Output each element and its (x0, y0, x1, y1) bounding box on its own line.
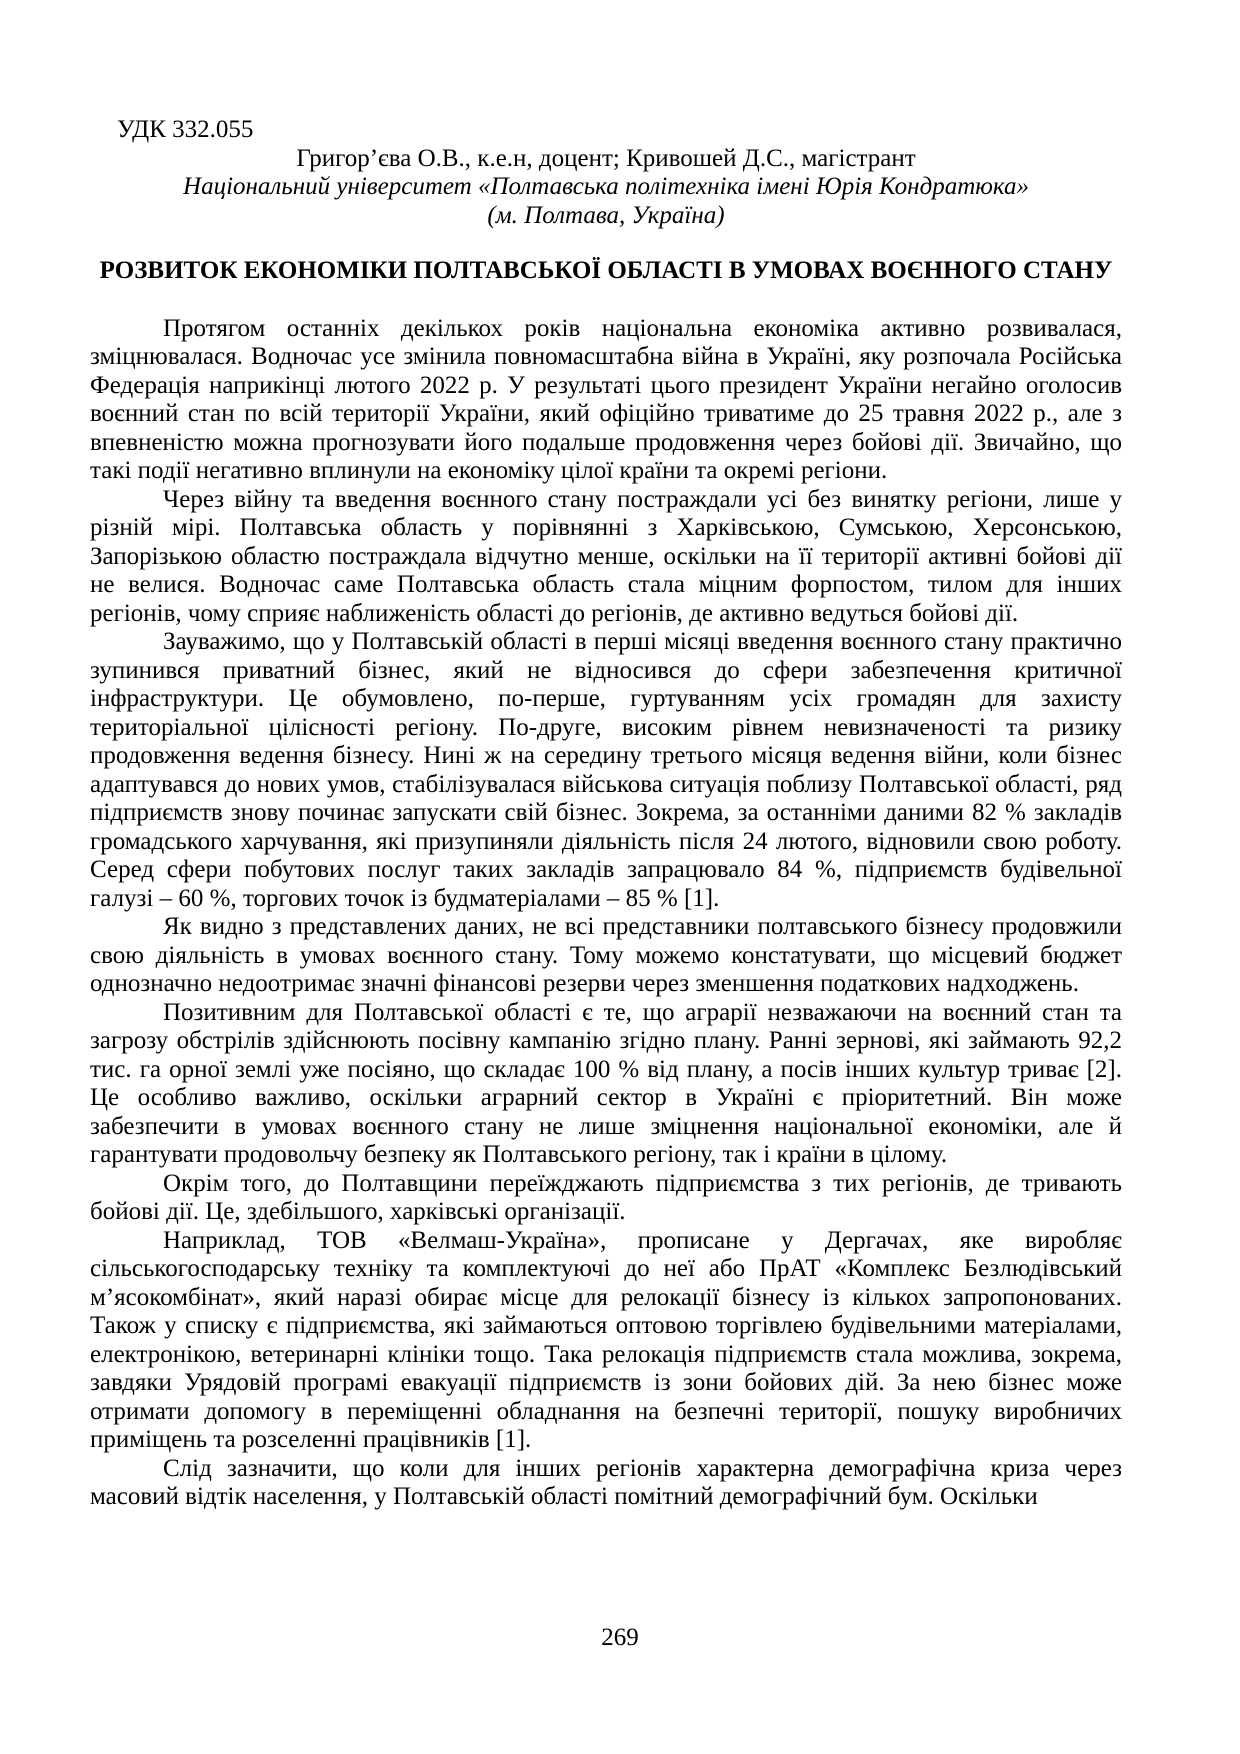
paragraph: Слід зазначити, що коли для інших регіонів характерна демографічна криза через масовий відтік населення, у Полтавській області помітний демографічний бум. Оскільки (90, 1454, 1122, 1510)
affiliation-line: Національний університет «Полтавська політехніка імені Юрія Кондратюка» (183, 173, 1029, 200)
location-line: (м. Полтава, Україна) (487, 201, 725, 229)
paragraph: Через війну та введення воєнного стану постраждали усі без винятку регіони, лише у різній мірі. Полтавська область у порівнянні з Харківською, Сумською, Херсонською, Запорізькою областю постраждала відчутно менше, оскільки на її території активні бойові дії не велися. Водночас саме Полтавська область стала міцним форпостом, тилом для інших регіонів, чому сприяє наближеність області до регіонів, де активно ведуться бойові дії. (90, 485, 1122, 627)
article-title: РОЗВИТОК ЕКОНОМІКИ ПОЛТАВСЬКОЇ ОБЛАСТІ В УМОВАХ ВОЄННОГО СТАНУ (99, 257, 1113, 284)
paragraph: Окрім того, до Полтавщини переїжджають підприємства з тих регіонів, де тривають бойові дії. Це, здебільшого, харківські організації. (90, 1169, 1122, 1225)
paragraph: Протягом останніх декількох років національна економіка активно розвивалася, зміцнювалася. Водночас усе змінила повномасштабна війна в Україні, яку розпочала Російська Федерація наприкінці лютого 2022 р. У результаті цього президент України негайно оголосив воєнний стан по всій території України, який офіційно триватиме до 25 травня 2022 р., але з впевненістю можна прогнозувати його подальше продовження через бойові дії. Звичайно, що такі події негативно вплинули на економіку цілої країни та окремі регіони. (90, 314, 1122, 484)
paragraph: Зауважимо, що у Полтавській області в перші місяці введення воєнного стану практично зупинився приватний бізнес, який не відносився до сфери забезпечення критичної інфраструктури. Це обумовлено, по-перше, гуртуванням усіх громадян для захисту територіальної цілісності регіону. По-друге, високим рівнем невизначеності та ризику продовження ведення бізнесу. Нині ж на середину третього місяця ведення війни, коли бізнес адаптувався до нових умов, стабілізувалася військова ситуація поблизу Полтавської області, ряд підприємств знову починає запускати свій бізнес. Зокрема, за останніми даними 82 % закладів громадського харчування, які призупиняли діяльність після 24 лютого, відновили свою роботу. Серед сфери побутових послуг таких закладів запрацювало 84 %, підприємств будівельної галузі – 60 %, торгових точок із будматеріалами – 85 % [1]. (90, 628, 1122, 912)
page-number: 269 (601, 1624, 639, 1651)
paragraph: Як видно з представлених даних, не всі представники полтавського бізнесу продовжили свою діяльність в умовах воєнного стану. Тому можемо констатувати, що місцевий бюджет однозначно недоотримає значні фінансові резерви через зменшення податкових надходжень. (90, 913, 1122, 997)
article-body (90, 315, 1122, 1512)
authors-line: Григор’єва О.В., к.е.н, доцент; Кривошей Д.С., магістрант (296, 144, 916, 172)
udc-code: УДК 332.055 (117, 116, 254, 143)
paragraph: Позитивним для Полтавської області є те, що аграрії незважаючи на воєнний стан та загрозу обстрілів здійснюють посівну кампанію згідно плану. Ранні зернові, які займають 92,2 тис. га орної землі уже посіяно, що складає 100 % від плану, а посів інших культур триває [2]. Це особливо важливо, оскільки аграрний сектор в Україні є пріоритетний. Він може забезпечити в умовах воєнного стану не лише зміцнення національної економіки, але й гарантувати продовольчу безпеку як Полтавського регіону, так і країни в цілому. (90, 998, 1122, 1168)
paragraph: Наприклад, ТОВ «Велмаш-Україна», прописане у Дергачах, яке виробляє сільськогосподарську техніку та комплектуючі до неї або ПрАТ «Комплекс Безлюдівський м’ясокомбінат», який наразі обирає місце для релокації бізнесу із кількох запропонованих. Також у списку є підприємства, які займаються оптовою торгівлею будівельними матеріалами, електронікою, ветеринарні клініки тощо. Така релокація підприємств стала можлива, зокрема, завдяки Урядовій програмі евакуації підприємств із зони бойових дій. За нею бізнес може отримати допомогу в переміщенні обладнання на безпечні території, пошуку виробничих приміщень та розселенні працівників [1]. (90, 1226, 1122, 1453)
